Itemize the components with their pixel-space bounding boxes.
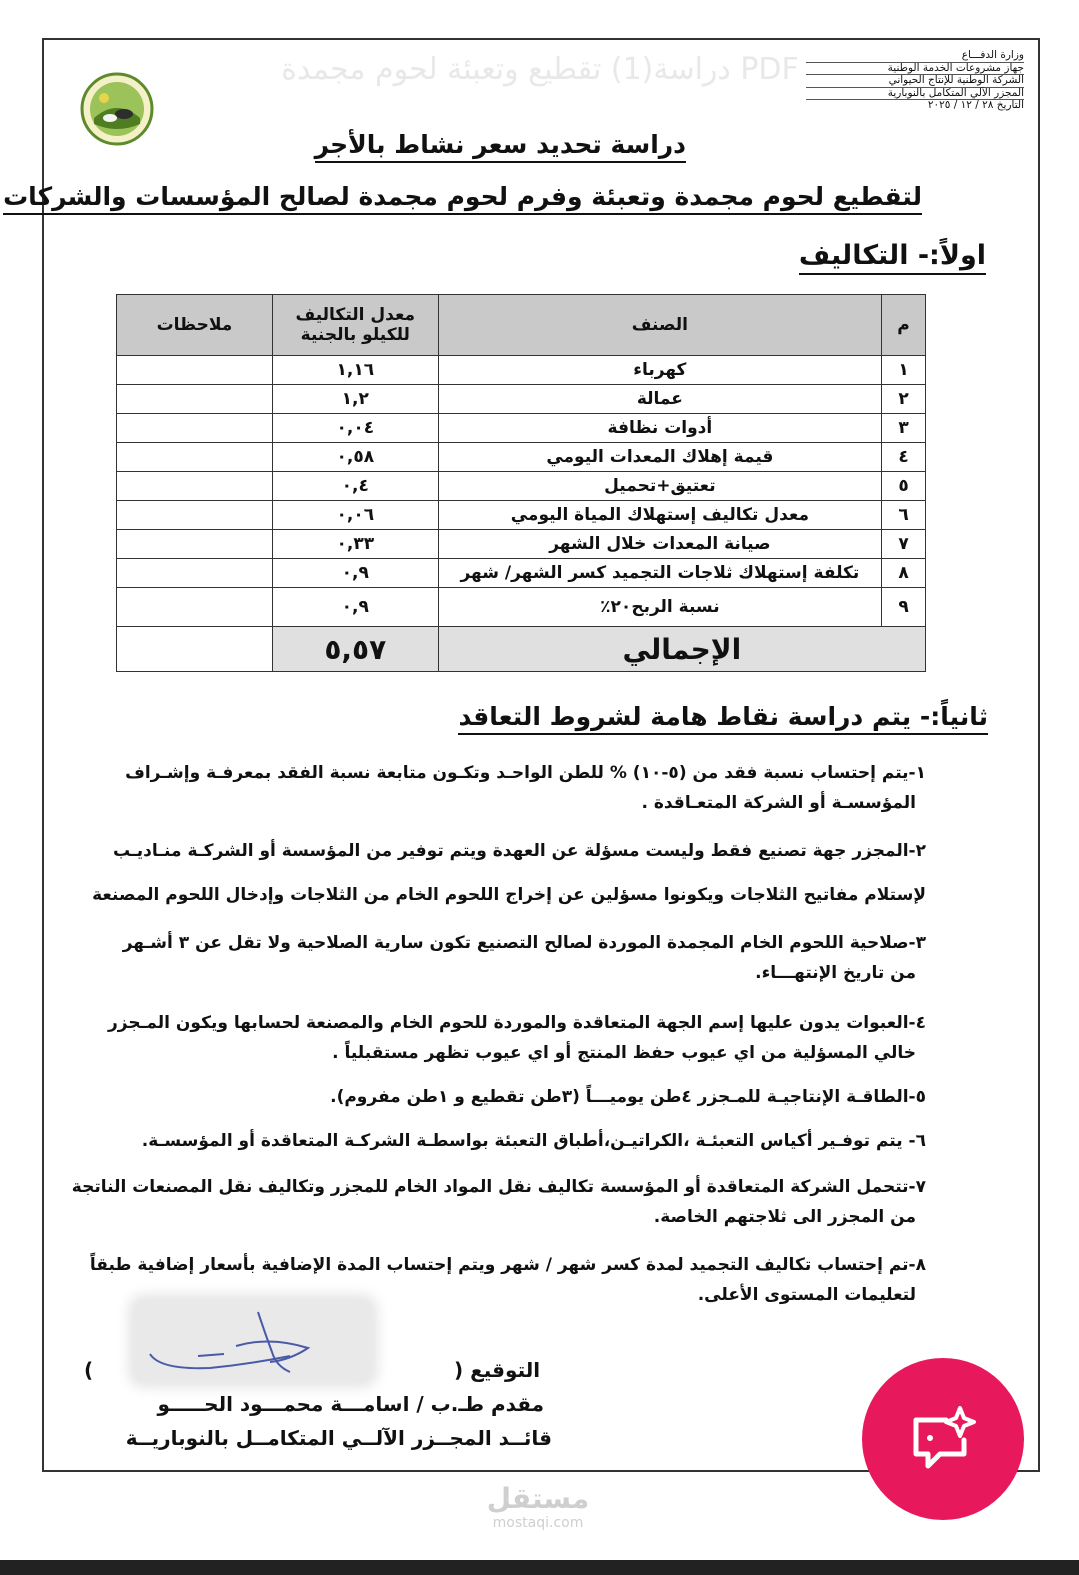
row-notes [117, 501, 273, 530]
table-row [117, 472, 926, 501]
row-num: ٣ [882, 414, 926, 443]
row-item: قيمة إهلاك المعدات اليومي [438, 443, 881, 472]
header-notes: ملاحظات [117, 295, 273, 356]
cost-table [116, 294, 926, 672]
total-value: ٥,٥٧ [272, 627, 438, 672]
sparkle-chat-icon [908, 1404, 980, 1476]
row-rate: ٠,٣٣ [272, 530, 438, 559]
clause-8: ٨-تم إحتساب تكاليف التجميد لمدة كسر شهر / شهر ويتم إحتساب المدة الإضافية بأسعار إضافية طبقاً لتعليمات المستوى الأعلى. [89, 1255, 926, 1305]
row-notes [117, 530, 273, 559]
row-num: ٢ [882, 385, 926, 414]
table-row [117, 443, 926, 472]
total-label: الإجمالي [438, 627, 925, 672]
chat-fab-button[interactable] [862, 1358, 1024, 1520]
row-rate: ١,٢ [272, 385, 438, 414]
table-total-row [117, 627, 926, 672]
clause-2-continued: لإستلام مفاتيح الثلاجات ويكونوا مسؤلين عن إخراج اللحوم الخام من الثلاجات وإدخال اللحوم المصنعة [92, 885, 926, 905]
row-num: ٩ [882, 588, 926, 627]
row-item: أدوات نظافة [438, 414, 881, 443]
row-notes [117, 472, 273, 501]
row-num: ٤ [882, 443, 926, 472]
clause-4: ٤-العبوات يدون عليها إسم الجهة المتعاقدة والموردة للحوم الخام والمصنعة لحسابها ويكون المـجزر خالي المسؤلية من اي عيوب حفظ المنتج أو اي عيوب تظهر مستقبلياً . [107, 1013, 926, 1063]
row-notes [117, 588, 273, 627]
row-item: كهرباء [438, 356, 881, 385]
clause-3: ٣-صلاحية اللحوم الخام المجمدة الموردة لصالح التصنيع تكون سارية الصلاحية ولا تقل عن ٣ أشـهر من تاريخ الإنتهـــاء. [122, 933, 926, 983]
row-rate: ٠,٠٤ [272, 414, 438, 443]
row-notes [117, 356, 273, 385]
document-title: دراسة تحديد سعر نشاط بالأجر [362, 130, 686, 159]
header-num: م [882, 295, 926, 356]
letterhead-line-1: وزارة الدفـــاع [806, 50, 1024, 63]
row-rate: ٠,٩ [272, 588, 438, 627]
row-num: ٨ [882, 559, 926, 588]
row-rate: ١,١٦ [272, 356, 438, 385]
clause-2: ٢-المجزر جهة تصنيع فقط وليست مسؤلة عن العهدة ويتم توفير من المؤسسة أو الشركـة منـاديـب [112, 841, 926, 861]
letterhead-line-2: جهاز مشروعات الخدمة الوطنية [806, 63, 1024, 76]
row-rate: ٠,٤ [272, 472, 438, 501]
bottom-bar [0, 1560, 1079, 1575]
table-row [117, 588, 926, 627]
row-rate: ٠,٥٨ [272, 443, 438, 472]
row-item: تكلفة إستهلاك ثلاجات التجميد كسر الشهر/ شهر [438, 559, 881, 588]
row-item: تعتيق+تحميل [438, 472, 881, 501]
row-rate: ٠,٠٦ [272, 501, 438, 530]
row-item: صيانة المعدات خلال الشهر [438, 530, 881, 559]
section-costs-heading: اولاً:- التكاليف [830, 240, 986, 271]
signer-role: قائــد المجــزر الآلــي المتكامــل بالنوباريــة [125, 1426, 552, 1450]
header-rate: معدل التكاليف للكيلو بالجنية [272, 295, 438, 356]
signature-label: التوقيع ( [454, 1358, 541, 1382]
header-item: الصنف [438, 295, 881, 356]
row-num: ٧ [882, 530, 926, 559]
letterhead [806, 50, 1024, 112]
section-terms-heading: ثانياً:- يتم دراسة نقاط هامة لشروط التعاقد [546, 702, 988, 731]
signer-name: مقدم طـ.ب / اسامـــة محمـــود الحـــــو [157, 1392, 544, 1416]
row-notes [117, 559, 273, 588]
letterhead-date: التاريخ ٢٨ / ١٢ / ٢٠٢٥ [927, 99, 1024, 111]
clause-7: ٧-تتحمل الشركة المتعاقدة أو المؤسسة تكاليف نقل المواد الخام للمجزر وتكاليف نقل المصنعات الناتجة من المجزر الى ثلاجتهم الخاصة. [71, 1177, 926, 1227]
watermark-text: PDF دراسة(1) تقطيع وتعبئة لحوم مجمدة [281, 52, 799, 87]
row-notes [117, 385, 273, 414]
row-item: عمالة [438, 385, 881, 414]
letterhead-line-4: المجزر الآلي المتكامل بالنوبارية [806, 88, 1024, 101]
table-row [117, 385, 926, 414]
table-row [117, 530, 926, 559]
document-subtitle: لتقطيع لحوم مجمدة وتعبئة وفرم لحوم مجمدة لصالح المؤسسات والشركات [138, 182, 922, 211]
letterhead-line-3: الشركة الوطنية للإنتاج الحيواني [806, 75, 1024, 88]
row-num: ٦ [882, 501, 926, 530]
brand-watermark: مستقل mostaqi.com [486, 1482, 590, 1531]
signature-scribble-icon [140, 1306, 370, 1382]
row-item: نسبة الربح٢٠٪ [438, 588, 881, 627]
row-num: ١ [882, 356, 926, 385]
row-notes [117, 414, 273, 443]
row-num: ٥ [882, 472, 926, 501]
clause-1: ١-يتم إحتساب نسبة فقد من (٥-١٠) % للطن الواحـد وتكـون متابعة نسبة الفقد بمعرفـة وإشـراف المؤسسـة أو الشركة المتعـاقدة . [125, 763, 926, 813]
row-rate: ٠,٩ [272, 559, 438, 588]
table-header-row [117, 295, 926, 356]
clause-6: ٦- يتم توفـير أكياس التعبئـة ،الكراتيـن،أطباق التعبئة بواسطـة الشركـة المتعاقدة أو المؤسسـة. [141, 1131, 926, 1151]
clause-5: ٥-الطاقـة الإنتاجيـة للمـجزر ٤طن يوميـــاً (٣طن تقطيع و ١طن مفروم). [330, 1087, 926, 1107]
table-row [117, 356, 926, 385]
company-logo-icon [80, 72, 154, 146]
table-row [117, 559, 926, 588]
row-item: معدل تكاليف إستهلاك المياة اليومي [438, 501, 881, 530]
row-notes [117, 443, 273, 472]
signature-close-paren: ) [84, 1358, 94, 1382]
table-row [117, 414, 926, 443]
table-row [117, 501, 926, 530]
total-notes [117, 627, 273, 672]
